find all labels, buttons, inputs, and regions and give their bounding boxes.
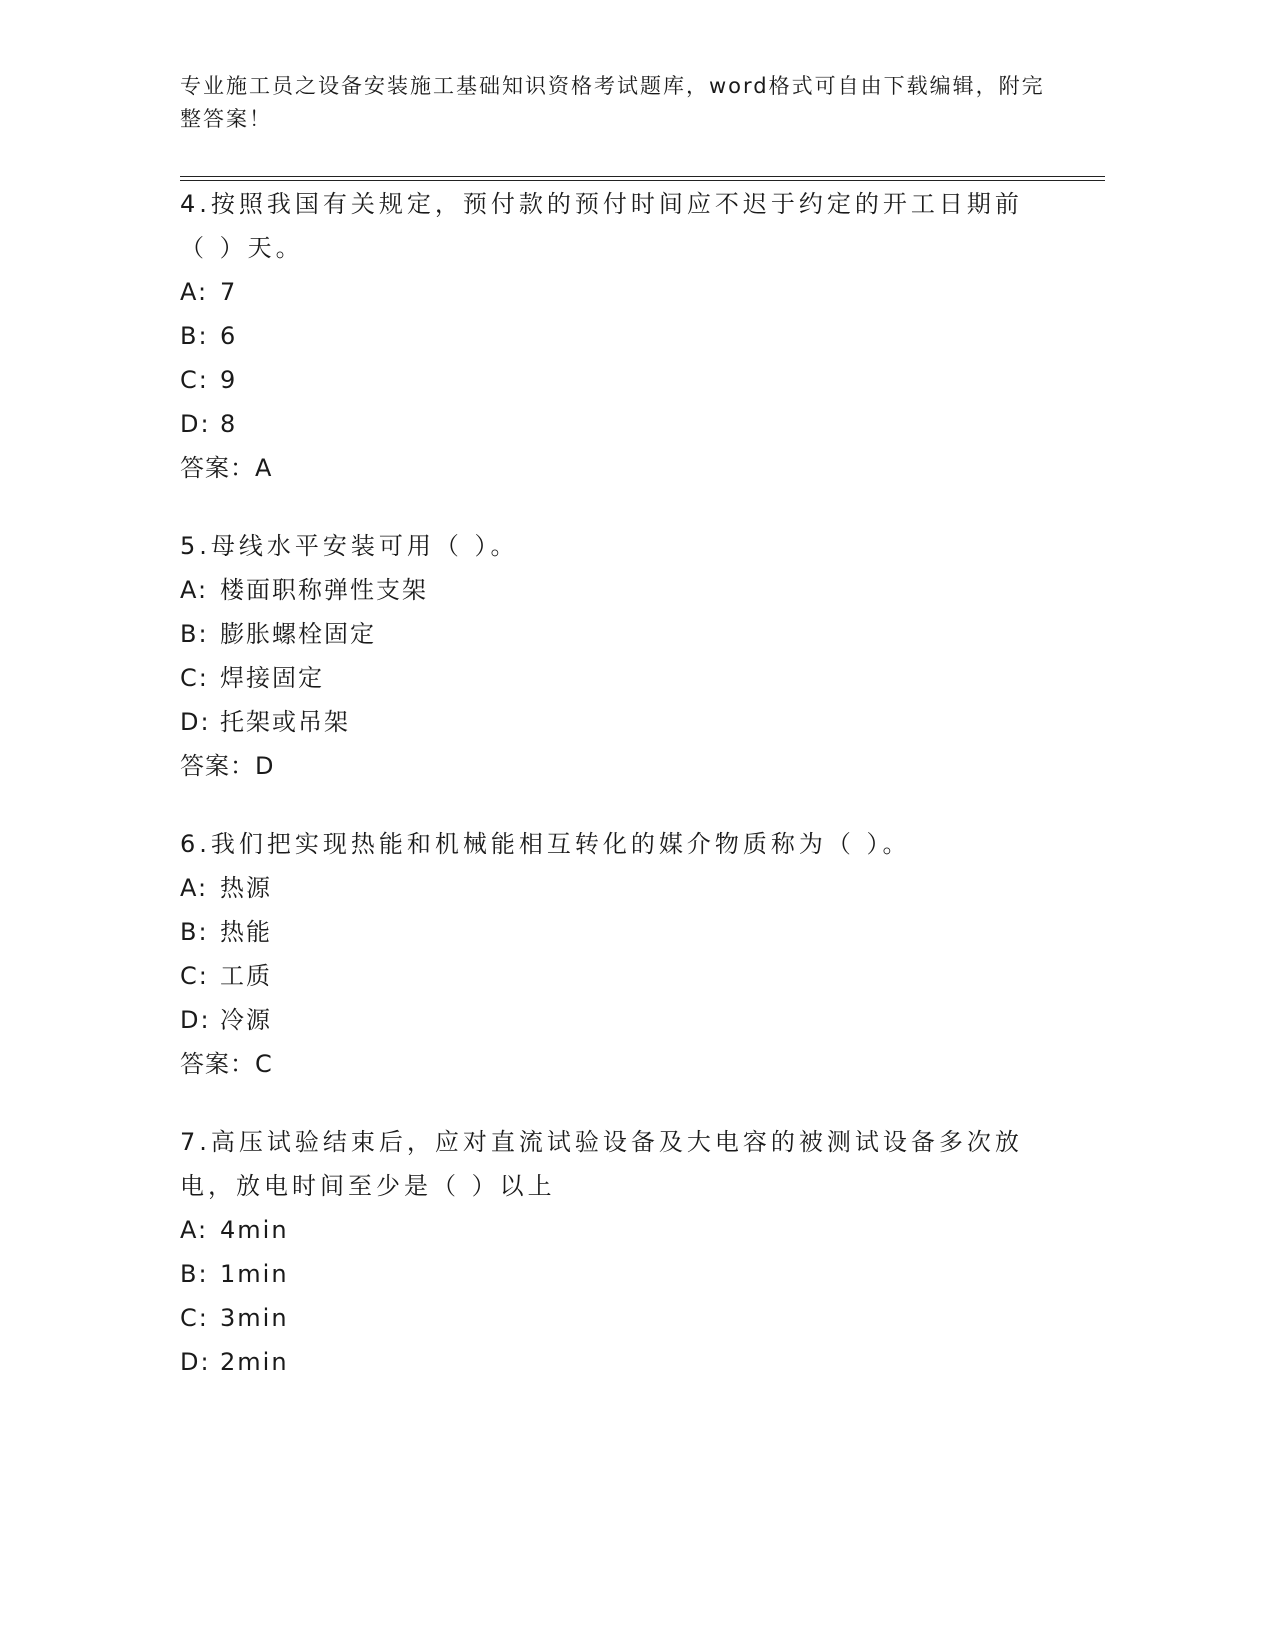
- option-letter: D:: [180, 708, 211, 736]
- question-stem: 4.按照我国有关规定，预付款的预付时间应不迟于约定的开工日期前（ ）天。: [180, 190, 1023, 262]
- answer-line: 答案：A: [180, 454, 273, 482]
- option-c: [180, 1296, 1105, 1340]
- question-stem: 5.母线水平安装可用（ ）。: [180, 532, 519, 560]
- option-letter: A:: [180, 874, 209, 902]
- question-5: [180, 524, 1105, 788]
- question-6: [180, 822, 1105, 1086]
- question-4: [180, 182, 1105, 490]
- option-letter: A:: [180, 278, 209, 306]
- option-d: [180, 998, 1105, 1042]
- option-letter: C:: [180, 1304, 209, 1332]
- option-letter: D:: [180, 1006, 211, 1034]
- option-text: 6: [220, 322, 238, 350]
- option-letter: B:: [180, 620, 209, 648]
- option-letter: C:: [180, 962, 209, 990]
- option-a: [180, 568, 1105, 612]
- option-b: [180, 612, 1105, 656]
- answer-line: 答案：D: [180, 752, 275, 780]
- option-a: [180, 1208, 1105, 1252]
- option-b: [180, 1252, 1105, 1296]
- option-letter: B:: [180, 1260, 209, 1288]
- question-list: [180, 182, 1105, 1418]
- option-d: [180, 1340, 1105, 1384]
- option-letter: B:: [180, 322, 209, 350]
- option-letter: D:: [180, 1348, 211, 1376]
- question-stem: 6.我们把实现热能和机械能相互转化的媒介物质称为（ ）。: [180, 830, 911, 858]
- option-text: 3min: [220, 1304, 289, 1332]
- option-c: [180, 358, 1105, 402]
- option-text: 冷源: [220, 1006, 272, 1034]
- option-a: [180, 866, 1105, 910]
- question-7: [180, 1120, 1105, 1384]
- option-text: 1min: [220, 1260, 289, 1288]
- option-text: 托架或吊架: [220, 708, 350, 736]
- option-a: [180, 270, 1105, 314]
- option-letter: A:: [180, 1216, 209, 1244]
- option-text: 热源: [220, 874, 272, 902]
- option-d: [180, 700, 1105, 744]
- option-letter: C:: [180, 366, 209, 394]
- option-text: 工质: [220, 962, 272, 990]
- option-text: 热能: [220, 918, 272, 946]
- question-stem: 7.高压试验结束后，应对直流试验设备及大电容的被测试设备多次放电，放电时间至少是（ ）以上: [180, 1128, 1023, 1200]
- option-text: 2min: [220, 1348, 289, 1376]
- option-letter: A:: [180, 576, 209, 604]
- option-text: 焊接固定: [220, 664, 324, 692]
- option-text: 8: [220, 410, 238, 438]
- option-text: 膨胀螺栓固定: [220, 620, 376, 648]
- option-text: 楼面职称弹性支架: [220, 576, 428, 604]
- option-letter: D:: [180, 410, 211, 438]
- header-divider: [180, 176, 1105, 181]
- option-b: [180, 910, 1105, 954]
- document-page: [180, 0, 1105, 1650]
- option-text: 4min: [220, 1216, 289, 1244]
- option-text: 9: [220, 366, 238, 394]
- option-c: [180, 656, 1105, 700]
- document-header: 专业施工员之设备安装施工基础知识资格考试题库，word格式可自由下载编辑，附完整答案！: [180, 74, 1045, 131]
- option-letter: C:: [180, 664, 209, 692]
- option-b: [180, 314, 1105, 358]
- option-text: 7: [220, 278, 238, 306]
- answer-line: 答案：C: [180, 1050, 273, 1078]
- option-letter: B:: [180, 918, 209, 946]
- option-c: [180, 954, 1105, 998]
- option-d: [180, 402, 1105, 446]
